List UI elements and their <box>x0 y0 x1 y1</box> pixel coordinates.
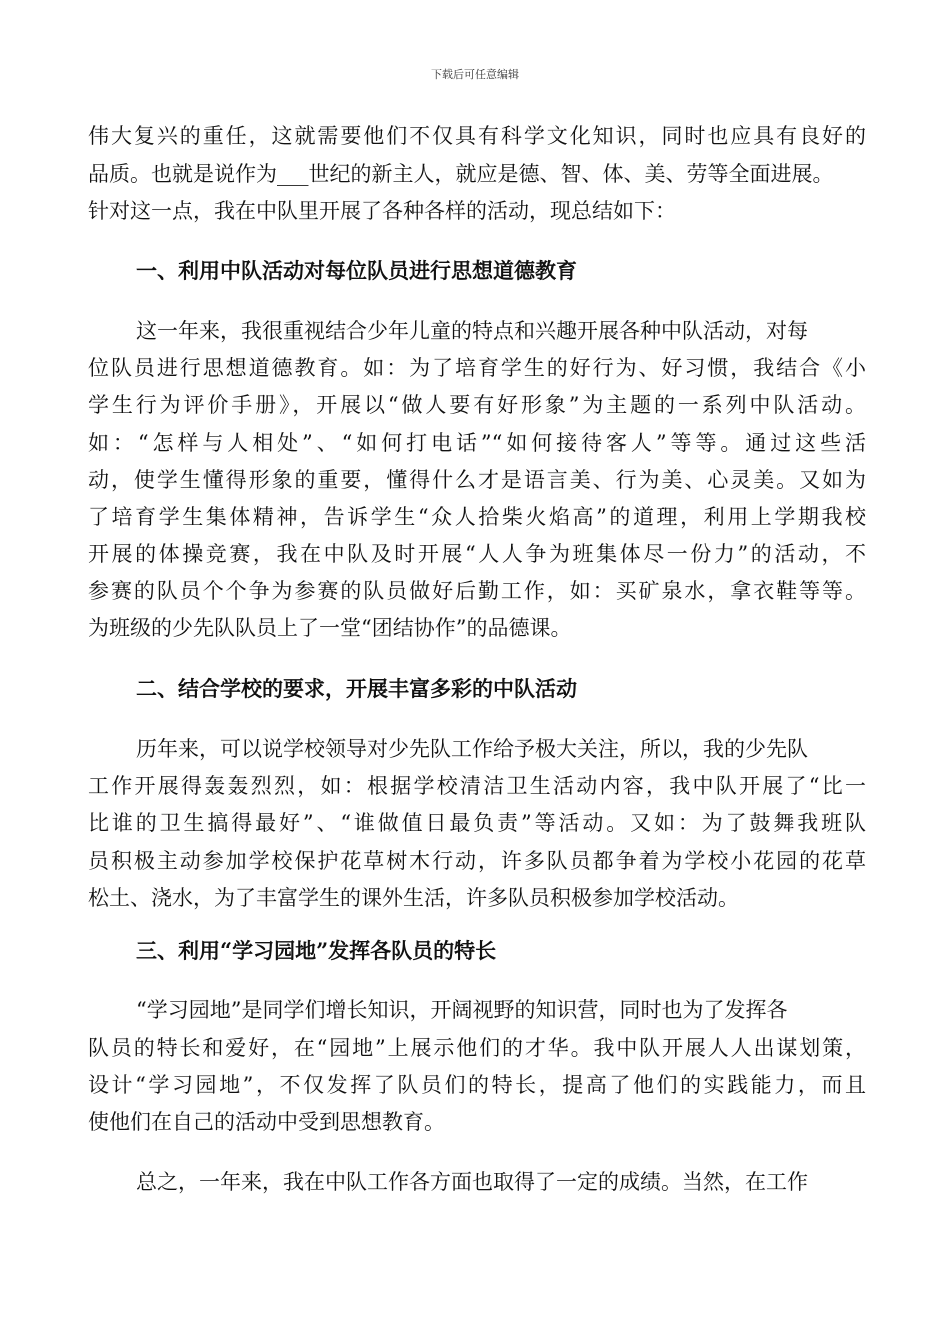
paragraph-line: 比谁的卫生搞得最好”、“谁做值日最负责”等活动。又如：为了鼓舞我班队 <box>88 811 866 835</box>
paragraph-line: 员积极主动参加学校保护花草树木行动，许多队员都争着为学校小花园的花草 <box>88 849 866 873</box>
paragraph-line: 松土、浇水，为了丰富学生的课外生活，许多队员积极参加学校活动。 <box>88 886 739 910</box>
paragraph-line: 总之，一年来，我在中队工作各方面也取得了一定的成绩。当然，在工作 <box>136 1170 808 1194</box>
paragraph-line: 品质。也就是说作为___世纪的新主人，就应是德、智、体、美、劳等全面进展。 <box>88 162 834 186</box>
page-header: 下载后可任意编辑 <box>431 68 519 81</box>
paragraph-line: 开展的体操竞赛，我在中队及时开展“人人争为班集体尽一份力”的活动，不 <box>88 542 866 566</box>
paragraph-line: 如：“怎样与人相处”、“如何打电话”“如何接待客人”等等。通过这些活 <box>88 431 866 455</box>
paragraph-line: 历年来，可以说学校领导对少先队工作给予极大关注，所以，我的少先队 <box>136 737 808 761</box>
paragraph-line: 学生行为评价手册》，开展以“做人要有好形象”为主题的一系列中队活动。 <box>88 393 866 417</box>
paragraph-line: 动，使学生懂得形象的重要，懂得什么才是语言美、行为美、心灵美。又如为 <box>88 468 866 492</box>
paragraph-line: 队员的特长和爱好，在“园地”上展示他们的才华。我中队开展人人出谋划策， <box>88 1036 866 1060</box>
paragraph-line: 为班级的少先队队员上了一堂“团结协作”的品德课。 <box>88 616 572 640</box>
paragraph-line: 这一年来，我很重视结合少年儿童的特点和兴趣开展各种中队活动，对每 <box>136 319 808 343</box>
section-heading-2: 二、结合学校的要求，开展丰富多彩的中队活动 <box>136 676 577 701</box>
section-heading-1: 一、利用中队活动对每位队员进行思想道德教育 <box>136 258 577 283</box>
paragraph-line: 工作开展得轰轰烈烈，如：根据学校清洁卫生活动内容，我中队开展了“比一 <box>88 774 866 798</box>
paragraph-line: 参赛的队员个个争为参赛的队员做好后勤工作，如：买矿泉水，拿衣鞋等等。 <box>88 579 866 603</box>
section-heading-3: 三、利用“学习园地”发挥各队员的特长 <box>136 938 497 963</box>
paragraph-line: 位队员进行思想道德教育。如：为了培育学生的好行为、好习惯，我结合《小 <box>88 356 866 380</box>
paragraph-line: “学习园地”是同学们增长知识，开阔视野的知识营，同时也为了发挥各 <box>136 998 788 1022</box>
paragraph-line: 针对这一点，我在中队里开展了各种各样的活动，现总结如下： <box>88 199 676 223</box>
paragraph-line: 伟大复兴的重任，这就需要他们不仅具有科学文化知识，同时也应具有良好的 <box>88 124 866 148</box>
paragraph-line: 使他们在自己的活动中受到思想教育。 <box>88 1110 445 1134</box>
paragraph-line: 设计“学习园地”，不仅发挥了队员们的特长，提高了他们的实践能力，而且 <box>88 1073 866 1097</box>
paragraph-line: 了培育学生集体精神，告诉学生“众人拾柴火焰高”的道理，利用上学期我校 <box>88 505 866 529</box>
